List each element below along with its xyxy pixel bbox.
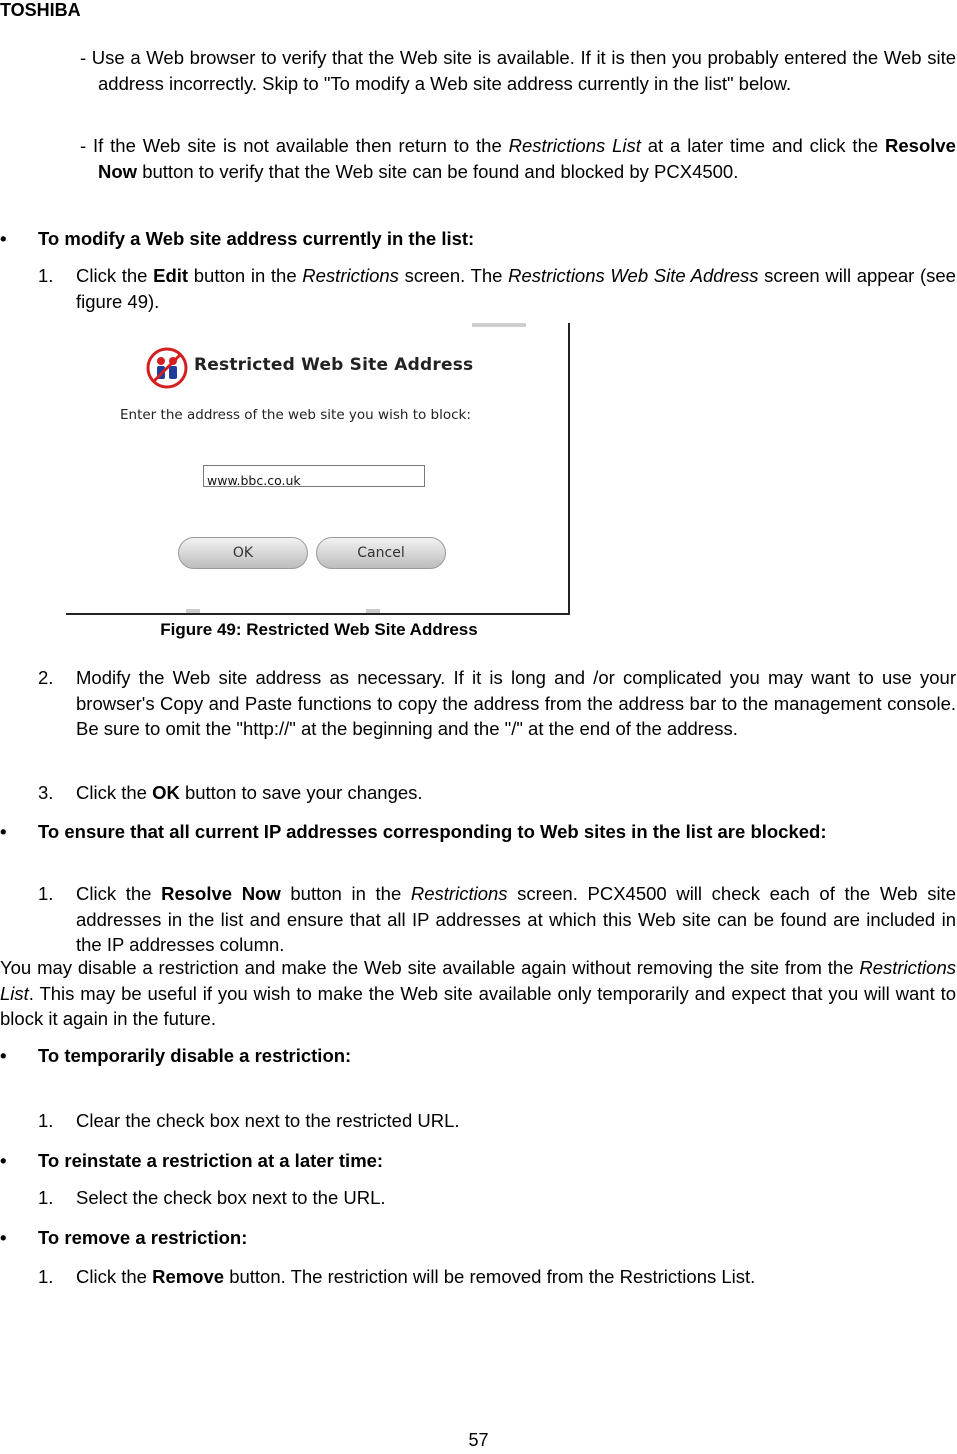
ensure-step-1-text	[76, 881, 956, 958]
ensure-section-heading	[0, 819, 957, 845]
bullet-icon: •	[0, 1227, 7, 1248]
modify-step-1	[0, 263, 957, 314]
ok-ref: OK	[152, 782, 180, 803]
restriction-family-icon	[146, 347, 188, 389]
text-run: Click the	[76, 1266, 153, 1287]
reinstate-heading: To reinstate a restriction at a later time:	[38, 1150, 384, 1171]
restrictions-list-ref: Restrictions List	[508, 135, 641, 156]
step-number: 1.	[38, 265, 54, 286]
fig-bottom-stub	[186, 609, 200, 613]
fig-right-border	[568, 323, 570, 615]
fig-prompt-label: Enter the address of the web site you wish to block:	[120, 407, 471, 423]
modify-heading: To modify a Web site address currently in the list:	[38, 228, 475, 249]
cancel-button[interactable]: Cancel	[316, 537, 446, 569]
disable-step-1	[0, 1108, 957, 1134]
modify-step-3-text	[76, 780, 957, 806]
remove-section-heading	[0, 1225, 957, 1251]
disable-intro-paragraph	[0, 955, 956, 1032]
remove-step-1	[0, 1264, 957, 1290]
modify-step-2	[0, 665, 957, 742]
text-run: screen. The	[398, 265, 509, 286]
modify-step-2-text: Modify the Web site address as necessary. If it is long and /or complicated you may want to use your browser's Copy and Paste functions to copy the address from the address bar to the management console. Be sure to omit the "http://" at the beginning and the "/" at the end of the address.	[76, 667, 956, 739]
text-run: . This may be useful if you wish to make the Web site available only temporarily and expect that you will want to block it again in the future.	[0, 982, 956, 1029]
step-number: 3.	[38, 782, 54, 803]
intro-dash-1-text: - Use a Web browser to verify that the Web site is available. If it is then you probably entered the Web site address incorrectly. Skip to "To modify a Web site address currently in the list" below.	[80, 47, 956, 94]
bullet-icon: •	[0, 228, 7, 249]
text-run: button to verify that the Web site can be found and blocked by PCX4500.	[137, 160, 739, 182]
remove-step-1-text	[76, 1264, 957, 1290]
text-run: Click the	[76, 883, 162, 904]
fig-top-scroll-stub	[472, 323, 526, 327]
fig-dialog-title: Restricted Web Site Address	[194, 355, 474, 375]
reinstate-section-heading	[0, 1148, 957, 1174]
step-number: 1.	[38, 1110, 54, 1131]
ensure-step-1	[0, 881, 957, 958]
resolve-now-ref: Resolve Now	[161, 883, 281, 904]
text-run: screen will appear (see figure 49).	[76, 265, 956, 312]
text-run: button to save your changes.	[179, 782, 423, 803]
intro-dash-1	[80, 45, 956, 96]
figure-caption: Figure 49: Restricted Web Site Address	[160, 620, 478, 639]
bullet-icon: •	[0, 1045, 7, 1066]
step-number: 1.	[38, 1266, 54, 1287]
bullet-icon: •	[0, 821, 7, 842]
resolve-now-ref: Resolve Now	[98, 135, 956, 182]
text-run: button in the	[280, 883, 411, 904]
brand-header: TOSHIBA	[0, 0, 81, 20]
edit-ref: Edit	[153, 265, 189, 286]
text-run: screen. PCX4500 will check each of the Web site addresses in the list and ensure that all IP addresses at which this Web site can be found are included in the IP addresses column.	[76, 883, 956, 955]
text-run: at a later time and click the	[640, 135, 886, 156]
intro-dash-2	[80, 133, 956, 184]
figure-49-screenshot	[66, 323, 570, 615]
text-run: Click the	[76, 782, 153, 803]
restrictions-ref: Restrictions	[302, 265, 399, 286]
text-run: - If the Web site is not available then return to the	[80, 135, 509, 156]
reinstate-step-1	[0, 1185, 957, 1211]
step-number: 1.	[38, 1187, 54, 1208]
restrictions-web-site-address-ref: Restrictions Web Site Address	[508, 265, 759, 286]
page-number: 57	[468, 1430, 489, 1450]
reinstate-step-1-text: Select the check box next to the URL.	[76, 1187, 386, 1208]
modify-step-1-text	[76, 263, 956, 314]
modify-section-heading	[0, 226, 957, 252]
remove-heading: To remove a restriction:	[38, 1227, 248, 1248]
fig-bottom-border	[66, 613, 570, 615]
step-number: 1.	[38, 883, 54, 904]
restrictions-list-ref: Restrictions List	[0, 957, 956, 1004]
disable-step-1-text: Clear the check box next to the restricted URL.	[76, 1110, 460, 1131]
ensure-heading: To ensure that all current IP addresses corresponding to Web sites in the list are blocked:	[38, 821, 827, 842]
text-run: button. The restriction will be removed from the Restrictions List.	[224, 1266, 756, 1287]
bullet-icon: •	[0, 1150, 7, 1171]
remove-ref: Remove	[152, 1266, 225, 1287]
ok-button[interactable]: OK	[178, 537, 308, 569]
restrictions-ref: Restrictions	[410, 883, 508, 904]
text-run: You may disable a restriction and make the Web site available again without removing the site from the	[0, 957, 860, 978]
step-number: 2.	[38, 667, 54, 688]
fig-bottom-stub	[366, 609, 380, 613]
disable-heading: To temporarily disable a restriction:	[38, 1045, 352, 1066]
modify-step-3	[0, 780, 957, 806]
intro-dash-2-text	[80, 133, 956, 184]
disable-section-heading	[0, 1043, 957, 1069]
text-run: Click the	[76, 265, 154, 286]
text-run: button in the	[188, 265, 303, 286]
web-site-address-input[interactable]: www.bbc.co.uk	[203, 465, 425, 487]
